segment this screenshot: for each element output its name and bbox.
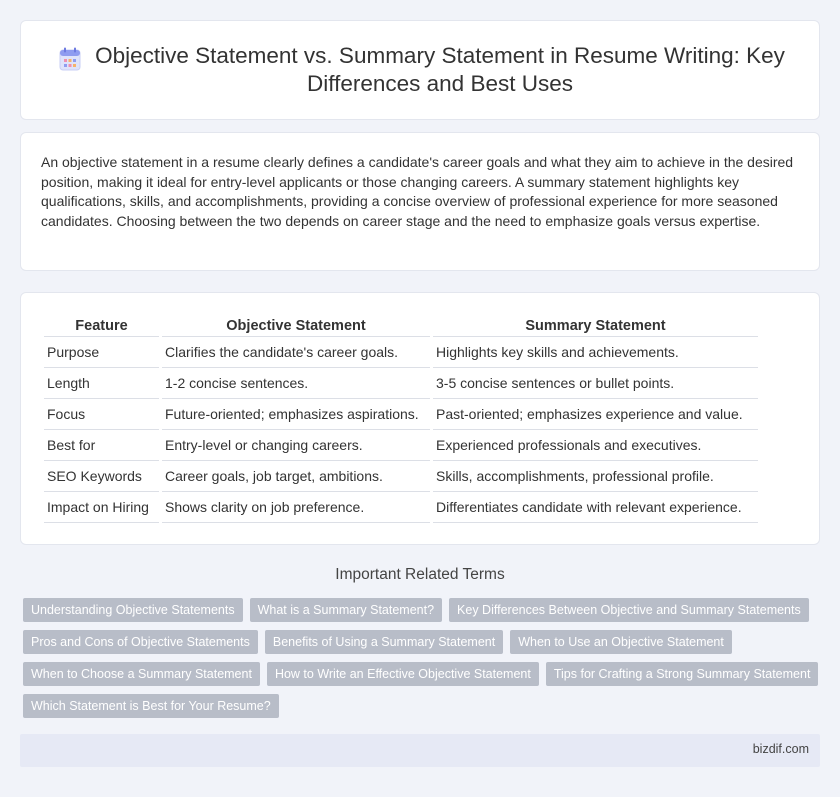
table-row [44, 368, 758, 399]
comparison-table [41, 315, 761, 523]
table-cell: 1-2 concise sentences. [162, 368, 430, 399]
related-term-link[interactable]: Understanding Objective Statements [23, 598, 243, 622]
related-term-link[interactable]: Key Differences Between Objective and Summary Statements [449, 598, 809, 622]
table-cell: Best for [44, 430, 159, 461]
related-term-link[interactable]: What is a Summary Statement? [250, 598, 442, 622]
related-term-link[interactable]: When to Use an Objective Statement [510, 630, 732, 654]
table-row [44, 430, 758, 461]
table-cell: 3-5 concise sentences or bullet points. [433, 368, 758, 399]
related-term-link[interactable]: When to Choose a Summary Statement [23, 662, 260, 686]
table-cell: Skills, accomplishments, professional profile. [433, 461, 758, 492]
header-card [20, 20, 820, 120]
table-cell: Length [44, 368, 159, 399]
intro-card [20, 132, 820, 271]
column-header-summary: Summary Statement [433, 315, 758, 337]
footer [20, 734, 820, 767]
table-cell: Clarifies the candidate's career goals. [162, 337, 430, 368]
tag-row [23, 598, 818, 622]
table-cell: Career goals, job target, ambitions. [162, 461, 430, 492]
related-terms-tags [23, 598, 818, 726]
table-cell: Impact on Hiring [44, 492, 159, 523]
table-cell: Purpose [44, 337, 159, 368]
table-cell: Future-oriented; emphasizes aspirations. [162, 399, 430, 430]
table-row [44, 492, 758, 523]
table-cell: Experienced professionals and executives. [433, 430, 758, 461]
related-term-link[interactable]: Benefits of Using a Summary Statement [265, 630, 503, 654]
tag-row [23, 694, 818, 718]
table-row [44, 399, 758, 430]
table-cell: Entry-level or changing careers. [162, 430, 430, 461]
footer-site-name[interactable]: bizdif.com [752, 742, 809, 756]
related-term-link[interactable]: Which Statement is Best for Your Resume? [23, 694, 279, 718]
comparison-table-card [20, 292, 820, 545]
table-cell: Differentiates candidate with relevant experience. [433, 492, 758, 523]
tag-row [23, 630, 818, 654]
intro-paragraph: An objective statement in a resume clearly defines a candidate's career goals and what they aim to achieve in the desired position, making it ideal for entry-level applicants or those changing careers. A summary statement highlights key qualifications, skills, and accomplishments, providing a concise overview of professional experience for more seasoned candidates. Choosing between the two depends on career stage and the need to emphasize goals versus expertise. [41, 154, 794, 229]
related-term-link[interactable]: How to Write an Effective Objective Statement [267, 662, 539, 686]
page-title: Objective Statement vs. Summary Statement in Resume Writing: Key Differences and Best Uses [95, 43, 785, 96]
table-row [44, 337, 758, 368]
related-terms-heading: Important Related Terms [335, 566, 505, 583]
table-header-row [44, 315, 758, 337]
column-header-objective: Objective Statement [162, 315, 430, 337]
table-cell: Focus [44, 399, 159, 430]
table-cell: Past-oriented; emphasizes experience and value. [433, 399, 758, 430]
table-row [44, 461, 758, 492]
table-cell: Highlights key skills and achievements. [433, 337, 758, 368]
table-cell: Shows clarity on job preference. [162, 492, 430, 523]
related-term-link[interactable]: Tips for Crafting a Strong Summary Statement [546, 662, 819, 686]
table-cell: SEO Keywords [44, 461, 159, 492]
tag-row [23, 662, 818, 686]
related-term-link[interactable]: Pros and Cons of Objective Statements [23, 630, 258, 654]
column-header-feature: Feature [44, 315, 159, 337]
